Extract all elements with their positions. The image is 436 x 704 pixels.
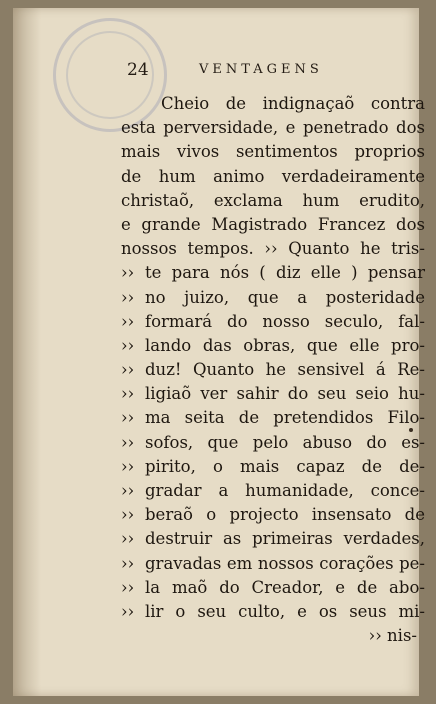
- quote-mark: ››: [121, 335, 135, 355]
- running-title: VENTAGENS: [199, 62, 323, 77]
- line-text: duz! Quanto he sensivel á Re-: [145, 360, 425, 380]
- page-number: 24: [127, 60, 149, 80]
- quote-mark: ››: [121, 384, 135, 404]
- quote-mark: ››: [121, 360, 135, 380]
- text-line: [121, 479, 425, 503]
- quote-mark: ››: [121, 408, 135, 428]
- text-line: [121, 455, 425, 479]
- line-text: christaõ, exclama hum erudito,: [121, 190, 425, 210]
- quote-mark: ››: [121, 529, 135, 549]
- quote-mark: ››: [121, 432, 135, 452]
- text-line: [121, 431, 425, 455]
- ink-speck: [409, 428, 413, 432]
- line-text: lir o seu culto, e os seus mi-: [145, 601, 426, 621]
- catchword: ›› nis-: [368, 626, 417, 646]
- text-line: [121, 600, 425, 624]
- line-text: no juizo, que a posteridade: [145, 287, 425, 307]
- quote-mark: ››: [121, 287, 135, 307]
- body-text: [121, 92, 425, 648]
- line-text: Cheio de indignaçaõ contra: [161, 94, 426, 113]
- line-text: mais vivos sentimentos proprios: [121, 142, 425, 162]
- text-line: [121, 213, 425, 237]
- quote-mark: ››: [121, 311, 135, 331]
- line-text: la maõ do Creador, e de abo-: [145, 577, 425, 597]
- text-line: [121, 237, 425, 261]
- quote-mark: ››: [121, 263, 135, 283]
- page-header: [127, 60, 357, 82]
- line-text: te para nós ( diz elle ) pensar: [145, 263, 425, 283]
- line-text: lando das obras, que elle pro-: [145, 335, 426, 355]
- text-line: [121, 140, 425, 164]
- line-text: formará do nosso seculo, fal-: [145, 311, 425, 331]
- text-line: [121, 527, 425, 551]
- quote-mark: ››: [121, 505, 135, 525]
- book-page: [13, 8, 426, 696]
- text-line: [121, 358, 425, 382]
- text-line: [121, 576, 425, 600]
- line-text: de hum animo verdadeiramente: [121, 166, 425, 186]
- line-text: esta perversidade, e penetrado dos: [121, 118, 426, 138]
- line-text: nossos tempos. ›› Quanto he tris-: [121, 239, 425, 259]
- text-line: [121, 552, 425, 576]
- text-line: [121, 286, 425, 310]
- spine-shadow: [13, 8, 41, 696]
- line-text: pirito, o mais capaz de de-: [145, 456, 425, 476]
- line-text: ma seita de pretendidos Filo-: [145, 408, 425, 428]
- line-text: gravadas em nossos corações pe-: [145, 553, 426, 573]
- line-text: e grande Magistrado Francez dos: [121, 214, 425, 234]
- line-text: ligiaõ ver sahir do seu seio hu-: [145, 384, 425, 404]
- text-line: [121, 261, 425, 285]
- text-line: [121, 165, 425, 189]
- text-line: [121, 92, 425, 116]
- line-text: sofos, que pelo abuso do es-: [145, 432, 426, 452]
- line-text: destruir as primeiras verdades,: [145, 529, 425, 549]
- text-line: [121, 189, 425, 213]
- line-text: gradar a humanidade, conce-: [145, 481, 425, 500]
- quote-mark: ››: [121, 553, 135, 573]
- quote-mark: ››: [121, 601, 135, 621]
- text-line: [121, 406, 425, 430]
- text-line: [121, 116, 425, 140]
- text-line: [121, 310, 425, 334]
- quote-mark: ››: [121, 481, 135, 500]
- text-line: [121, 382, 425, 406]
- quote-mark: ››: [121, 577, 135, 597]
- quote-mark: ››: [121, 456, 135, 476]
- line-text: beraõ o projecto insensato de: [145, 505, 426, 525]
- text-line: [121, 334, 425, 358]
- text-line: [121, 503, 425, 527]
